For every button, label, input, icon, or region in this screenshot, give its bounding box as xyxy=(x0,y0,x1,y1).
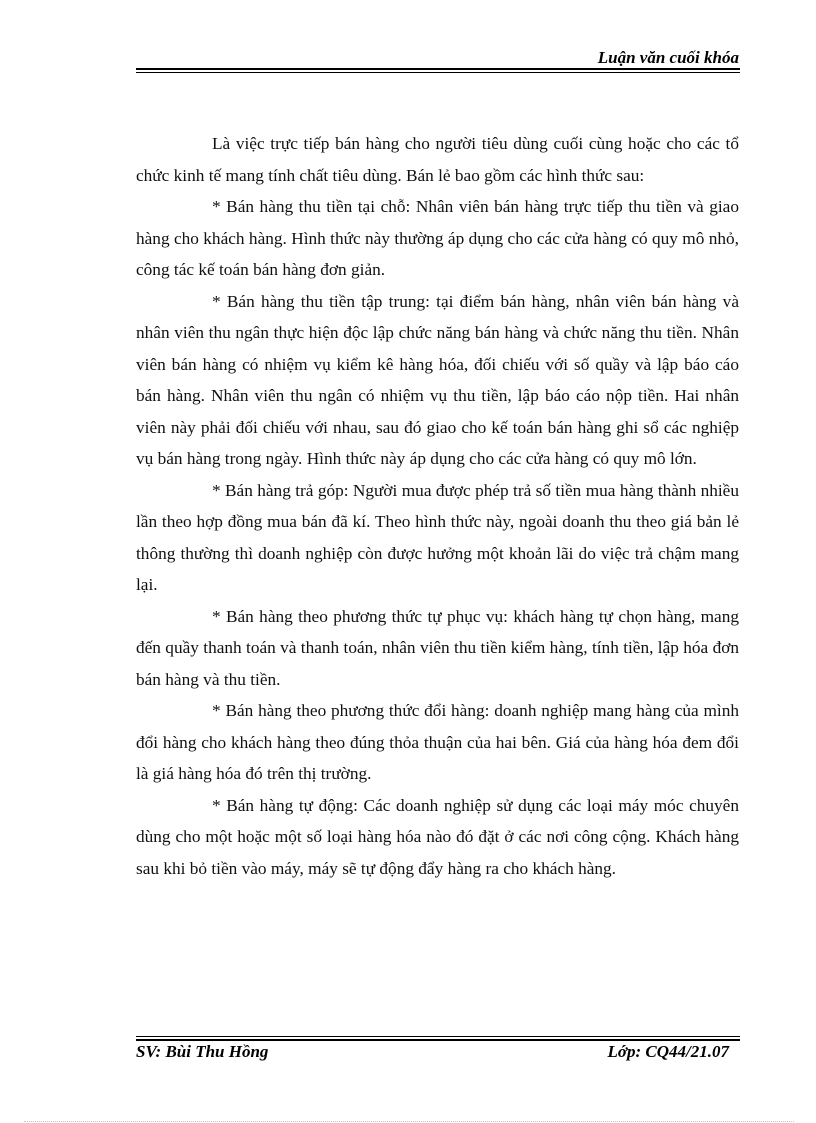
header-title: Luận văn cuối khóa xyxy=(597,48,739,67)
page-edge-dotted-line xyxy=(24,1121,794,1122)
footer-class: Lớp: CQ44/21.07 xyxy=(607,1042,729,1061)
paragraph-installment: * Bán hàng trả góp: Người mua được phép trả số tiền mua hàng thành nhiều lần theo hợp đồng mua bán đã kí. Theo hình thức này, ngoài doanh thu theo giá bản lẻ thông thường thì doanh nghiệp còn được hưởng một khoản lãi do việc trả chậm mang lại. xyxy=(136,480,739,594)
paragraph-self-service: * Bán hàng theo phương thức tự phục vụ: khách hàng tự chọn hàng, mang đến quầy thanh toán và thanh toán, nhân viên thu tiền kiểm hàng, tính tiền, lập hóa đơn bán hàng và thu tiền. xyxy=(136,606,739,689)
paragraph-intro: Là việc trực tiếp bán hàng cho người tiêu dùng cuối cùng hoặc cho các tổ chức kinh tế mang tính chất tiêu dùng. Bán lẻ bao gồm các hình thức sau: xyxy=(136,134,739,185)
paragraph-cash-on-spot: * Bán hàng thu tiền tại chỗ: Nhân viên bán hàng trực tiếp thu tiền và giao hàng cho khách hàng. Hình thức này thường áp dụng cho các cửa hàng có quy mô nhỏ, công tác kế toán bán hàng đơn giản. xyxy=(136,197,739,279)
paragraph-centralized-cash: * Bán hàng thu tiền tập trung: tại điểm bán hàng, nhân viên bán hàng và nhân viên thu ngân thực hiện độc lập chức năng bán hàng và chức năng thu tiền. Nhân viên bán hàng có nhiệm vụ kiểm kê hàng hóa, đối chiếu với số quầy và lập báo cáo bán hàng. Nhân viên thu ngân có nhiệm vụ thu tiền, lập báo cáo nộp tiền. Hai nhân viên này phải đối chiếu với nhau, sau đó giao cho kế toán bán hàng ghi sổ các nghiệp vụ bán hàng trong ngày. Hình thức này áp dụng cho các cửa hàng có quy mô lớn. xyxy=(136,291,739,468)
footer-rule xyxy=(136,1039,740,1041)
paragraph-barter: * Bán hàng theo phương thức đổi hàng: doanh nghiệp mang hàng của mình đổi hàng cho khách hàng theo đúng thỏa thuận của hai bên. Giá của hàng hóa đem đổi là giá hàng hóa đó trên thị trường. xyxy=(136,701,739,783)
footer-rule-thin xyxy=(136,1036,740,1037)
body-text xyxy=(136,128,739,884)
header-rule xyxy=(136,68,740,70)
paragraph-automatic: * Bán hàng tự động: Các doanh nghiệp sử dụng các loại máy móc chuyên dùng cho một hoặc một số loại hàng hóa nào đó đặt ở các nơi công cộng. Khách hàng sau khi bỏ tiền vào máy, máy sẽ tự động đẩy hàng ra cho khách hàng. xyxy=(136,795,739,878)
header-rule-thin xyxy=(136,72,740,73)
footer-student-name: SV: Bùi Thu Hồng xyxy=(136,1042,269,1061)
